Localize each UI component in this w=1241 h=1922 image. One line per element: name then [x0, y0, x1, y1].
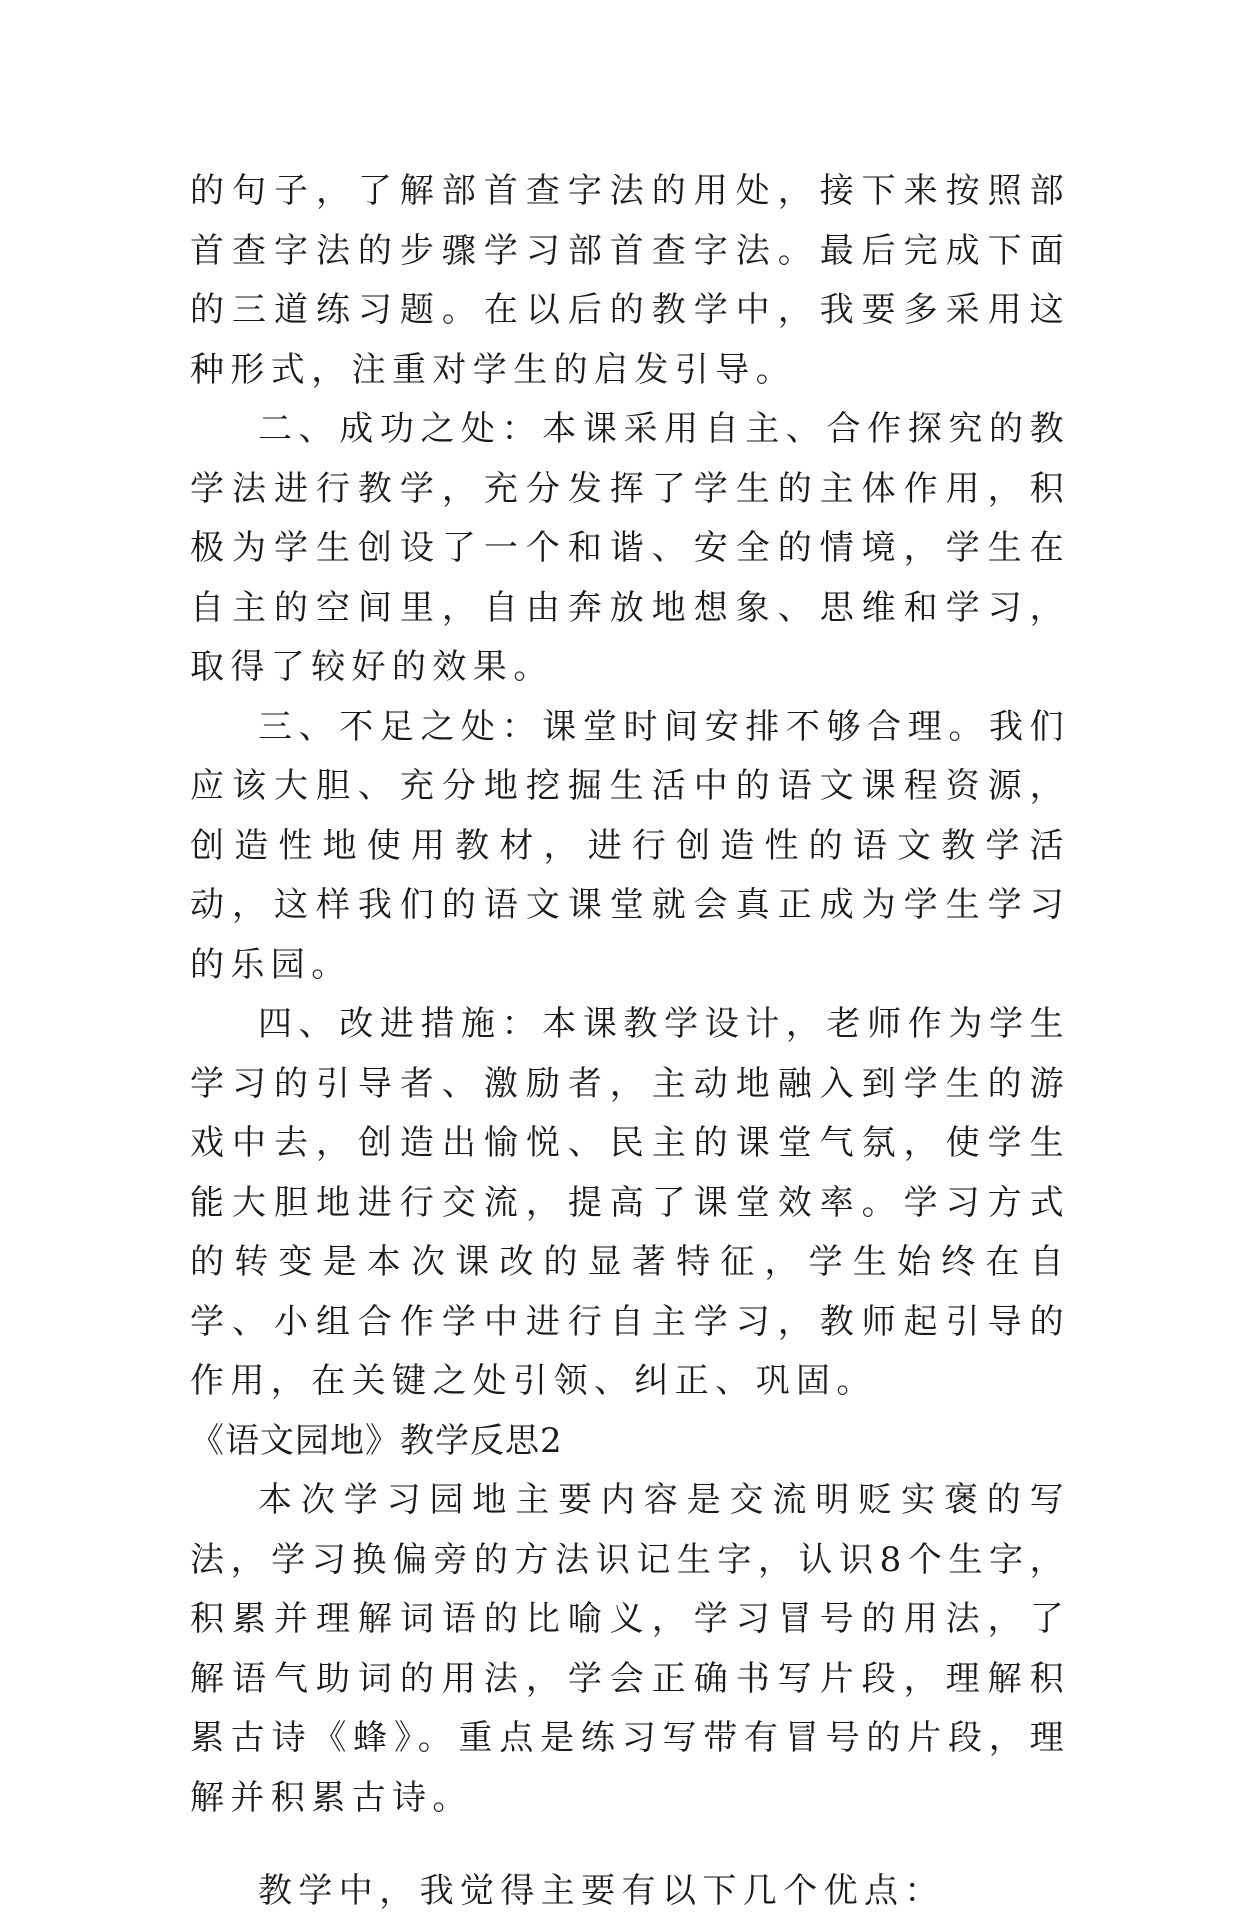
paragraph-shortcoming: 三、不足之处：课堂时间安排不够合理。我们应该大胆、充分地挖掘生活中的语文课程资源，创造性地使用教材，进行创造性的语文教学活动，这样我们的语文课堂就会真正成为学生学习的乐园。 — [190, 706, 1070, 985]
paragraph-content: 本次学习园地主要内容是交流明贬实褒的写法，学习换偏旁的方法识记生字，认识8个生字，积累并理解词语的比喻义，学习冒号的用法，了解语气助词的用法，学会正确书写片段，理解积累古诗《蜂》。重点是练习写带有冒号的片段，理解并积累古诗。 — [190, 1480, 1070, 1818]
document-page — [190, 162, 1070, 1922]
paragraph-continuation: 的句子，了解部首查字法的用处，接下来按照部首查字法的步骤学习部首查字法。最后完成下面的三道练习题。在以后的教学中，我要多采用这种形式，注重对学生的启发引导。 — [190, 171, 1070, 390]
paragraph-improvement: 四、改进措施：本课教学设计，老师作为学生学习的引导者、激励者，主动地融入到学生的游戏中去，创造出愉悦、民主的课堂气氛，使学生能大胆地进行交流，提高了课堂效率。学习方式的转变是本次课改的显著特征，学生始终在自学、小组合作学中进行自主学习，教师起引导的作用，在关键之处引领、纠正、巩固。 — [190, 1004, 1070, 1401]
paragraph-advantages: 教学中，我觉得主要有以下几个优点： — [258, 1871, 945, 1911]
paragraph-success: 二、成功之处：本课采用自主、合作探究的教学法进行教学，充分发挥了学生的主体作用，积极为学生创设了一个和谐、安全的情境，学生在自主的空间里，自由奔放地想象、思维和学习，取得了较好的效果。 — [190, 409, 1070, 687]
section-heading: 《语文园地》教学反思2 — [190, 1420, 563, 1461]
